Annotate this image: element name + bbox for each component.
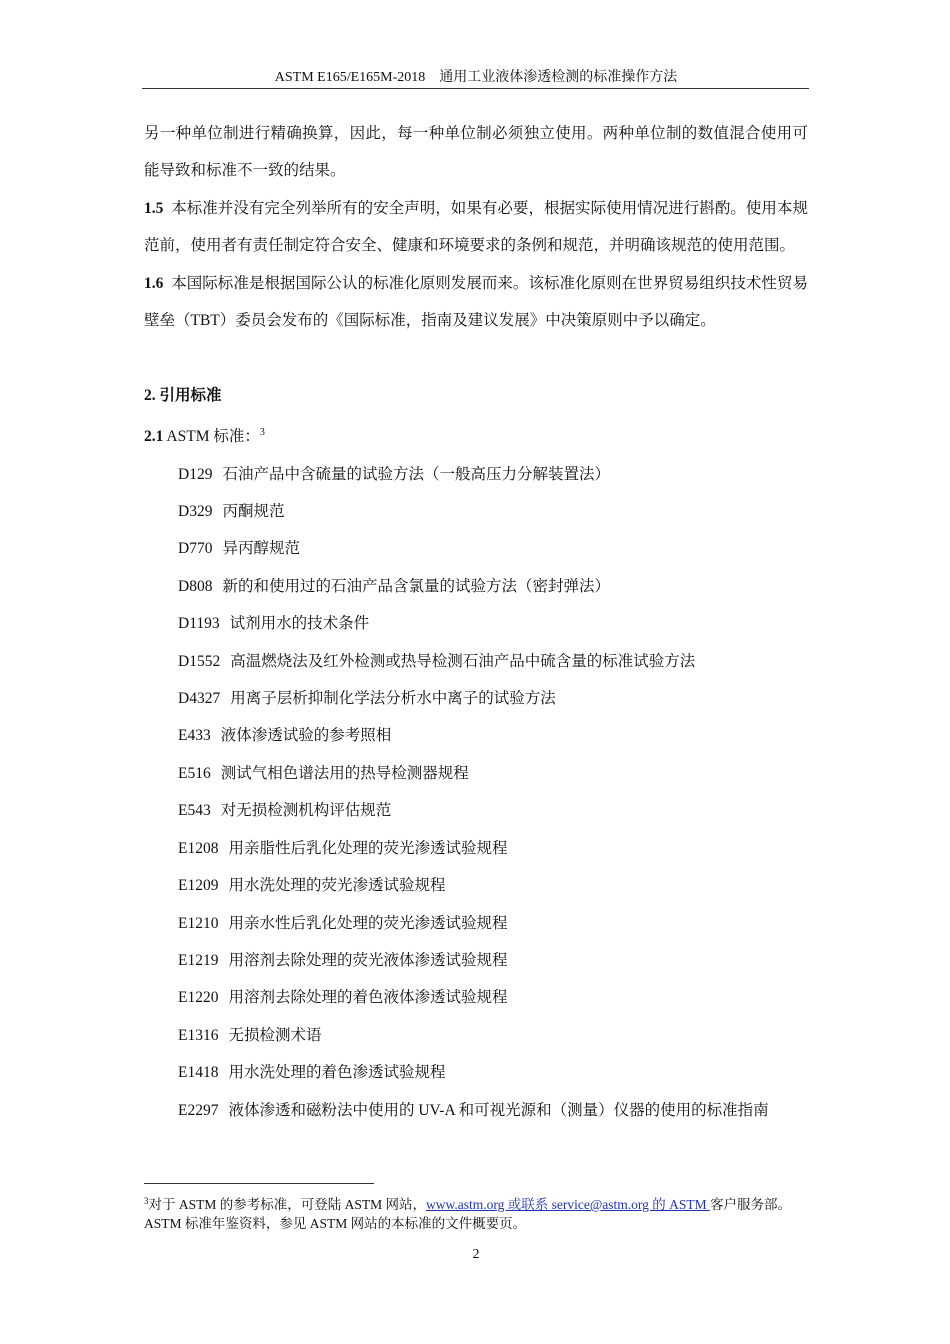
reference-title: 丙酮规范 xyxy=(222,503,285,521)
reference-item xyxy=(144,867,808,904)
reference-code: E543 xyxy=(178,802,211,820)
header-rule xyxy=(142,88,809,89)
reference-title: 对无损检测机构评估规范 xyxy=(220,802,392,820)
reference-title: 用亲水性后乳化处理的荧光渗透试验规程 xyxy=(228,914,508,932)
reference-code: E1220 xyxy=(178,989,219,1007)
reference-title: 用水洗处理的荧光渗透试验规程 xyxy=(228,877,446,895)
footnote-number: 3 xyxy=(144,1196,149,1206)
reference-title: 用离子层析抑制化学法分析水中离子的试验方法 xyxy=(230,690,556,708)
paragraph-text: 本国际标准是根据国际公认的标准化原则发展而来。该标准化原则在世界贸易组织技术性贸易壁垒（TBT）委员会发布的《国际标准，指南及建议发展》中决策原则中予以确定。 xyxy=(144,274,809,330)
reference-title: 液体渗透和磁粉法中使用的 UV-A 和可视光源和（测量）仪器的使用的标准指南 xyxy=(228,1101,769,1119)
document-body xyxy=(144,115,808,1129)
reference-code: E2297 xyxy=(178,1101,219,1119)
reference-title: 用溶剂去除处理的荧光液体渗透试验规程 xyxy=(228,951,508,969)
reference-item xyxy=(144,942,808,979)
clause-number: 1.5 xyxy=(144,199,164,217)
paragraph-1-6 xyxy=(144,265,808,340)
reference-item xyxy=(144,456,808,493)
reference-code: E1208 xyxy=(178,839,219,857)
running-header: ASTM E165/E165M-2018 通用工业液体渗透检测的标准操作方法 xyxy=(274,70,678,85)
reference-title: 用溶剂去除处理的着色液体渗透试验规程 xyxy=(228,989,508,1007)
footnote-rule xyxy=(144,1183,374,1184)
clause-number: 2.1 xyxy=(144,428,164,446)
reference-item xyxy=(144,643,808,680)
reference-code: D129 xyxy=(178,465,213,483)
reference-item xyxy=(144,717,808,754)
footnote xyxy=(144,1192,808,1233)
reference-item xyxy=(144,830,808,867)
reference-code: D1193 xyxy=(178,615,220,633)
reference-item xyxy=(144,1017,808,1054)
reference-title: 用亲脂性后乳化处理的荧光渗透试验规程 xyxy=(228,839,508,857)
reference-item xyxy=(144,792,808,829)
reference-title: 试剂用水的技术条件 xyxy=(229,615,370,633)
reference-title: 高温燃烧法及红外检测或热导检测石油产品中硫含量的标准试验方法 xyxy=(230,652,696,670)
clause-number: 1.6 xyxy=(144,274,164,292)
reference-code: E1316 xyxy=(178,1026,219,1044)
reference-item xyxy=(144,493,808,530)
paragraph-text: 另一种单位制进行精确换算，因此，每一种单位制必须独立使用。两种单位制的数值混合使用可能导致和标准不一致的结果。 xyxy=(144,125,808,180)
reference-item xyxy=(144,1092,808,1129)
reference-list xyxy=(144,456,808,1129)
reference-item xyxy=(144,568,808,605)
section-heading xyxy=(144,377,808,414)
reference-item xyxy=(144,905,808,942)
reference-title: 用水洗处理的着色渗透试验规程 xyxy=(228,1064,446,1082)
reference-item xyxy=(144,1054,808,1091)
footnote-ref: 3 xyxy=(259,427,265,439)
reference-code: D329 xyxy=(178,503,213,521)
astm-link[interactable]: www.astm.org 或联系 service@astm.org 的 ASTM xyxy=(426,1197,711,1212)
reference-code: E1209 xyxy=(178,877,219,895)
reference-title: 异丙醇规范 xyxy=(222,540,300,558)
reference-code: D808 xyxy=(178,577,213,595)
reference-code: E1219 xyxy=(178,951,219,969)
reference-item xyxy=(144,605,808,642)
paragraph-1-5 xyxy=(144,190,808,265)
footnote-text: 客户服务部。ASTM 标准年鉴资料，参见 ASTM 网站的本标准的文件概要页。 xyxy=(144,1197,792,1231)
reference-title: 无损检测术语 xyxy=(228,1026,322,1044)
reference-code: D770 xyxy=(178,540,213,558)
footnote-text: 对于 ASTM 的参考标准，可登陆 ASTM 网站， xyxy=(148,1197,427,1212)
reference-code: D1552 xyxy=(178,652,221,670)
subsection-text: ASTM 标准： xyxy=(166,428,260,446)
paragraph-text: 本标准并没有完全列举所有的安全声明，如果有必要，根据实际使用情况进行斟酌。使用本规范前，使用者有责任制定符合安全、健康和环境要求的条例和规范，并明确该规范的使用范围。 xyxy=(144,199,809,255)
reference-code: D4327 xyxy=(178,690,221,708)
reference-item xyxy=(144,979,808,1016)
reference-item xyxy=(144,530,808,567)
reference-item xyxy=(144,680,808,717)
reference-title: 液体渗透试验的参考照相 xyxy=(220,727,392,745)
section-title: 2. 引用标准 xyxy=(144,386,222,404)
reference-title: 新的和使用过的石油产品含氯量的试验方法（密封弹法） xyxy=(222,577,610,595)
reference-code: E433 xyxy=(178,727,211,745)
reference-item xyxy=(144,755,808,792)
reference-code: E516 xyxy=(178,764,211,782)
subsection-2-1 xyxy=(144,414,808,455)
reference-title: 石油产品中含硫量的试验方法（一般高压力分解装置法） xyxy=(222,465,610,483)
reference-code: E1210 xyxy=(178,914,219,932)
reference-code: E1418 xyxy=(178,1064,219,1082)
paragraph-continuation xyxy=(144,115,808,190)
reference-title: 测试气相色谱法用的热导检测器规程 xyxy=(220,764,469,782)
page-number: 2 xyxy=(472,1247,480,1262)
